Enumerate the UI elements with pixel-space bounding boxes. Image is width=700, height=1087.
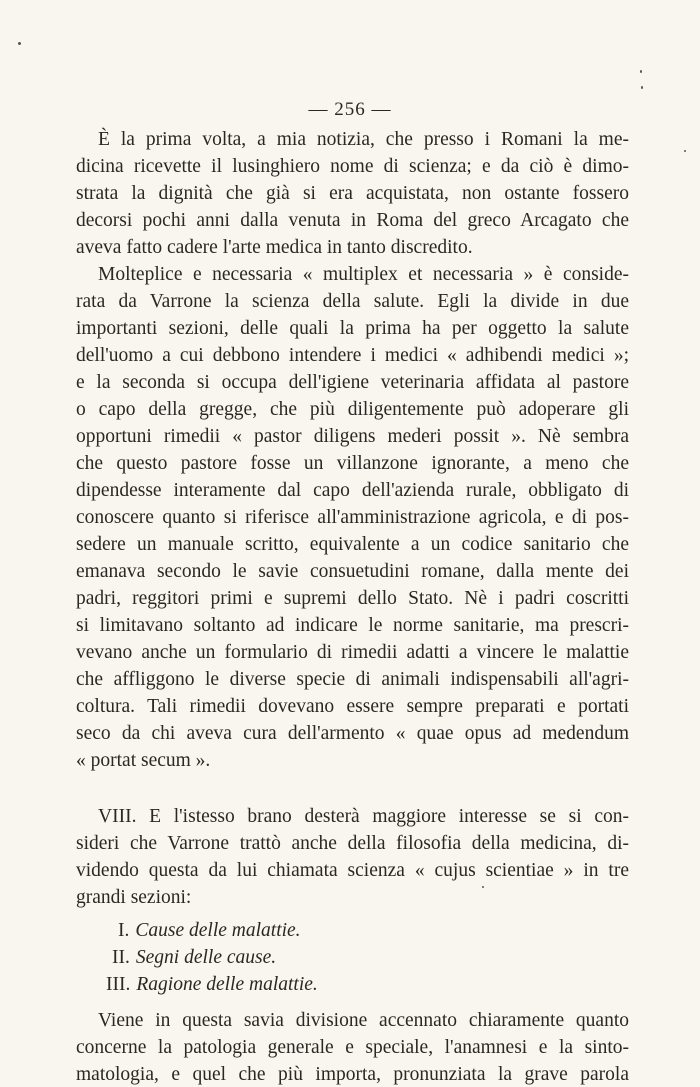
scan-speck [641,86,643,89]
list-item-text: Segni delle cause. [135,947,277,968]
text-line: matologia, e quel che più importa, pronunziata la grave parola [76,1064,629,1085]
list-item-text: Cause delle malattie. [135,920,301,941]
list-item-number: I. [118,920,130,941]
text-line: padri, reggitori primi e supremi dello Stato. Nè i padri coscritti [76,588,629,609]
text-line: Molteplice e necessaria « multiplex et necessaria » è conside- [98,264,629,285]
text-line: Viene in questa savia divisione accennato chiaramente quanto [98,1010,629,1031]
text-line: videndo questa da lui chiamata scienza « cujus scientiae » in tre [76,860,629,881]
text-line: emanava secondo le savie consuetudini romane, dalla mente dei [76,561,629,582]
scan-speck [640,70,642,73]
scan-speck [482,886,484,888]
text-line: si limitavano soltanto ad indicare le norme sanitarie, ma prescri- [76,615,629,636]
scan-speck [18,42,21,45]
text-line: rata da Varrone la scienza della salute. Egli la divide in due [76,291,629,312]
text-line: conoscere quanto si riferisce all'amministrazione agricola, e di pos- [76,507,629,528]
list-item-text: Ragione delle malattie. [136,974,318,995]
text-line: seco da chi aveva cura dell'armento « quae opus ad medendum [76,723,629,744]
text-line: decorsi pochi anni dalla venuta in Roma del greco Arcagato che [76,210,629,231]
text-line: coltura. Tali rimedii dovevano essere sempre preparati e portati [76,696,629,717]
text-line: importanti sezioni, delle quali la prima ha per oggetto la salute [76,318,629,339]
text-line: dicina ricevette il lusinghiero nome di scienza; e da ciò è dimo- [76,156,629,177]
text-line: che affliggono le diverse specie di animali indispensabili all'agri- [76,669,629,690]
text-line: opportuni rimedii « pastor diligens mederi possit ». Nè sembra [76,426,629,447]
text-line: strata la dignità che già si era acquistata, non ostante fossero [76,183,629,204]
list-item [106,973,318,997]
text-line: sideri che Varrone trattò anche della filosofia della medicina, di- [76,833,629,854]
list-item-number: III. [106,974,131,995]
list-item [112,946,276,970]
text-line: aveva fatto cadere l'arte medica in tanto discredito. [76,237,473,258]
text-line: dipendesse interamente dal capo dell'azienda rurale, obbligato di [76,480,629,501]
list-item-number: II. [112,947,130,968]
text-line: sedere un manuale scritto, equivalente a un codice sanitario che [76,534,629,555]
text-line: che questo pastore fosse un villanzone ignorante, a meno che [76,453,629,474]
list-item [118,919,301,943]
section-heading-line: VIII. E l'istesso brano desterà maggiore interesse se si con- [98,806,629,827]
text-line: « portat secum ». [76,750,211,771]
text-line: concerne la patologia generale e speciale, l'anamnesi e la sinto- [76,1037,629,1058]
text-line: o capo della gregge, che più diligentemente può adoperare gli [76,399,629,420]
text-line: grandi sezioni: [76,887,192,908]
page-number: — 256 — [308,99,392,120]
text-line: e la seconda si occupa dell'igiene veterinaria affidata al pastore [76,372,629,393]
text-line: vevano anche un formulario di rimedii adatti a vincere le malattie [76,642,629,663]
text-line: È la prima volta, a mia notizia, che presso i Romani la me- [98,129,629,150]
scan-speck [684,150,686,152]
text-line: dell'uomo a cui debbono intendere i medici « adhibendi medici »; [76,345,629,366]
